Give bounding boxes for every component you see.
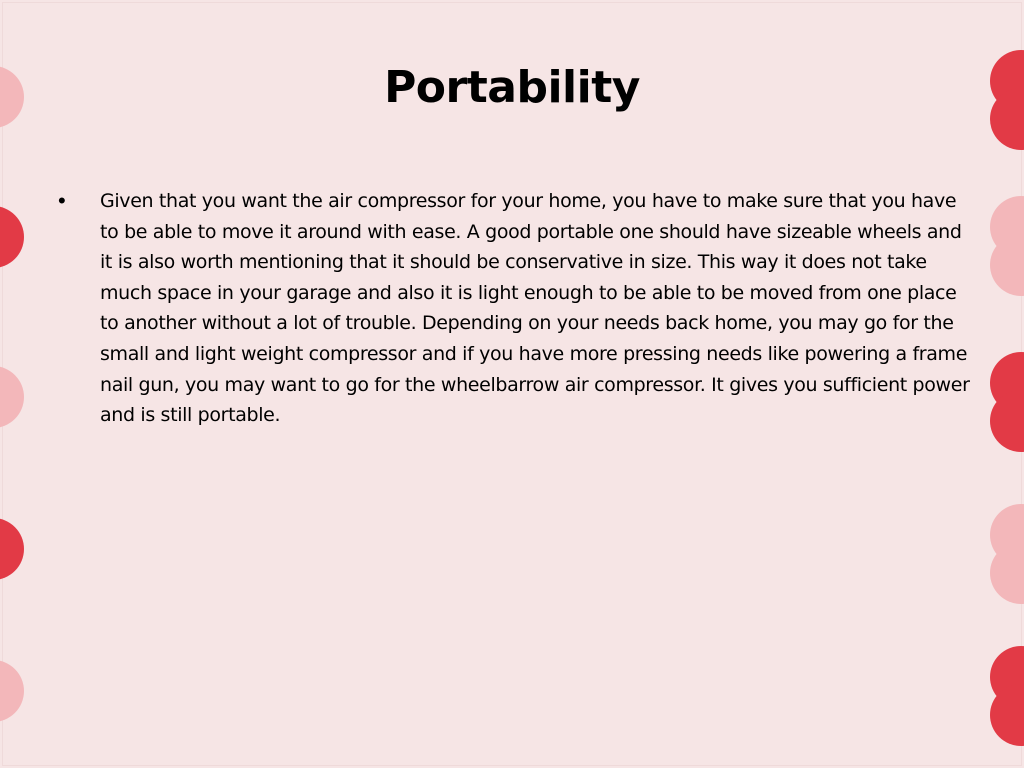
bullet-marker: • <box>58 188 66 213</box>
bullet-item <box>58 186 978 431</box>
bullet-text: Given that you want the air compressor for your home, you have to make sure that you have to be able to move it around with ease. A good portable one should have sizeable wheels and it is also worth mentioning that it should be conservative in size. This way it does not take much space in your garage and also it is light enough to be able to be moved from one place to another without a lot of trouble. Depending on your needs back home, you may go for the small and light weight compressor and if you have more pressing needs like powering a frame nail gun, you may want to go for the wheelbarrow air compressor. It gives you sufficient power and is still portable. <box>100 190 970 427</box>
slide-content <box>58 186 978 431</box>
slide-title: Portability <box>384 62 640 113</box>
